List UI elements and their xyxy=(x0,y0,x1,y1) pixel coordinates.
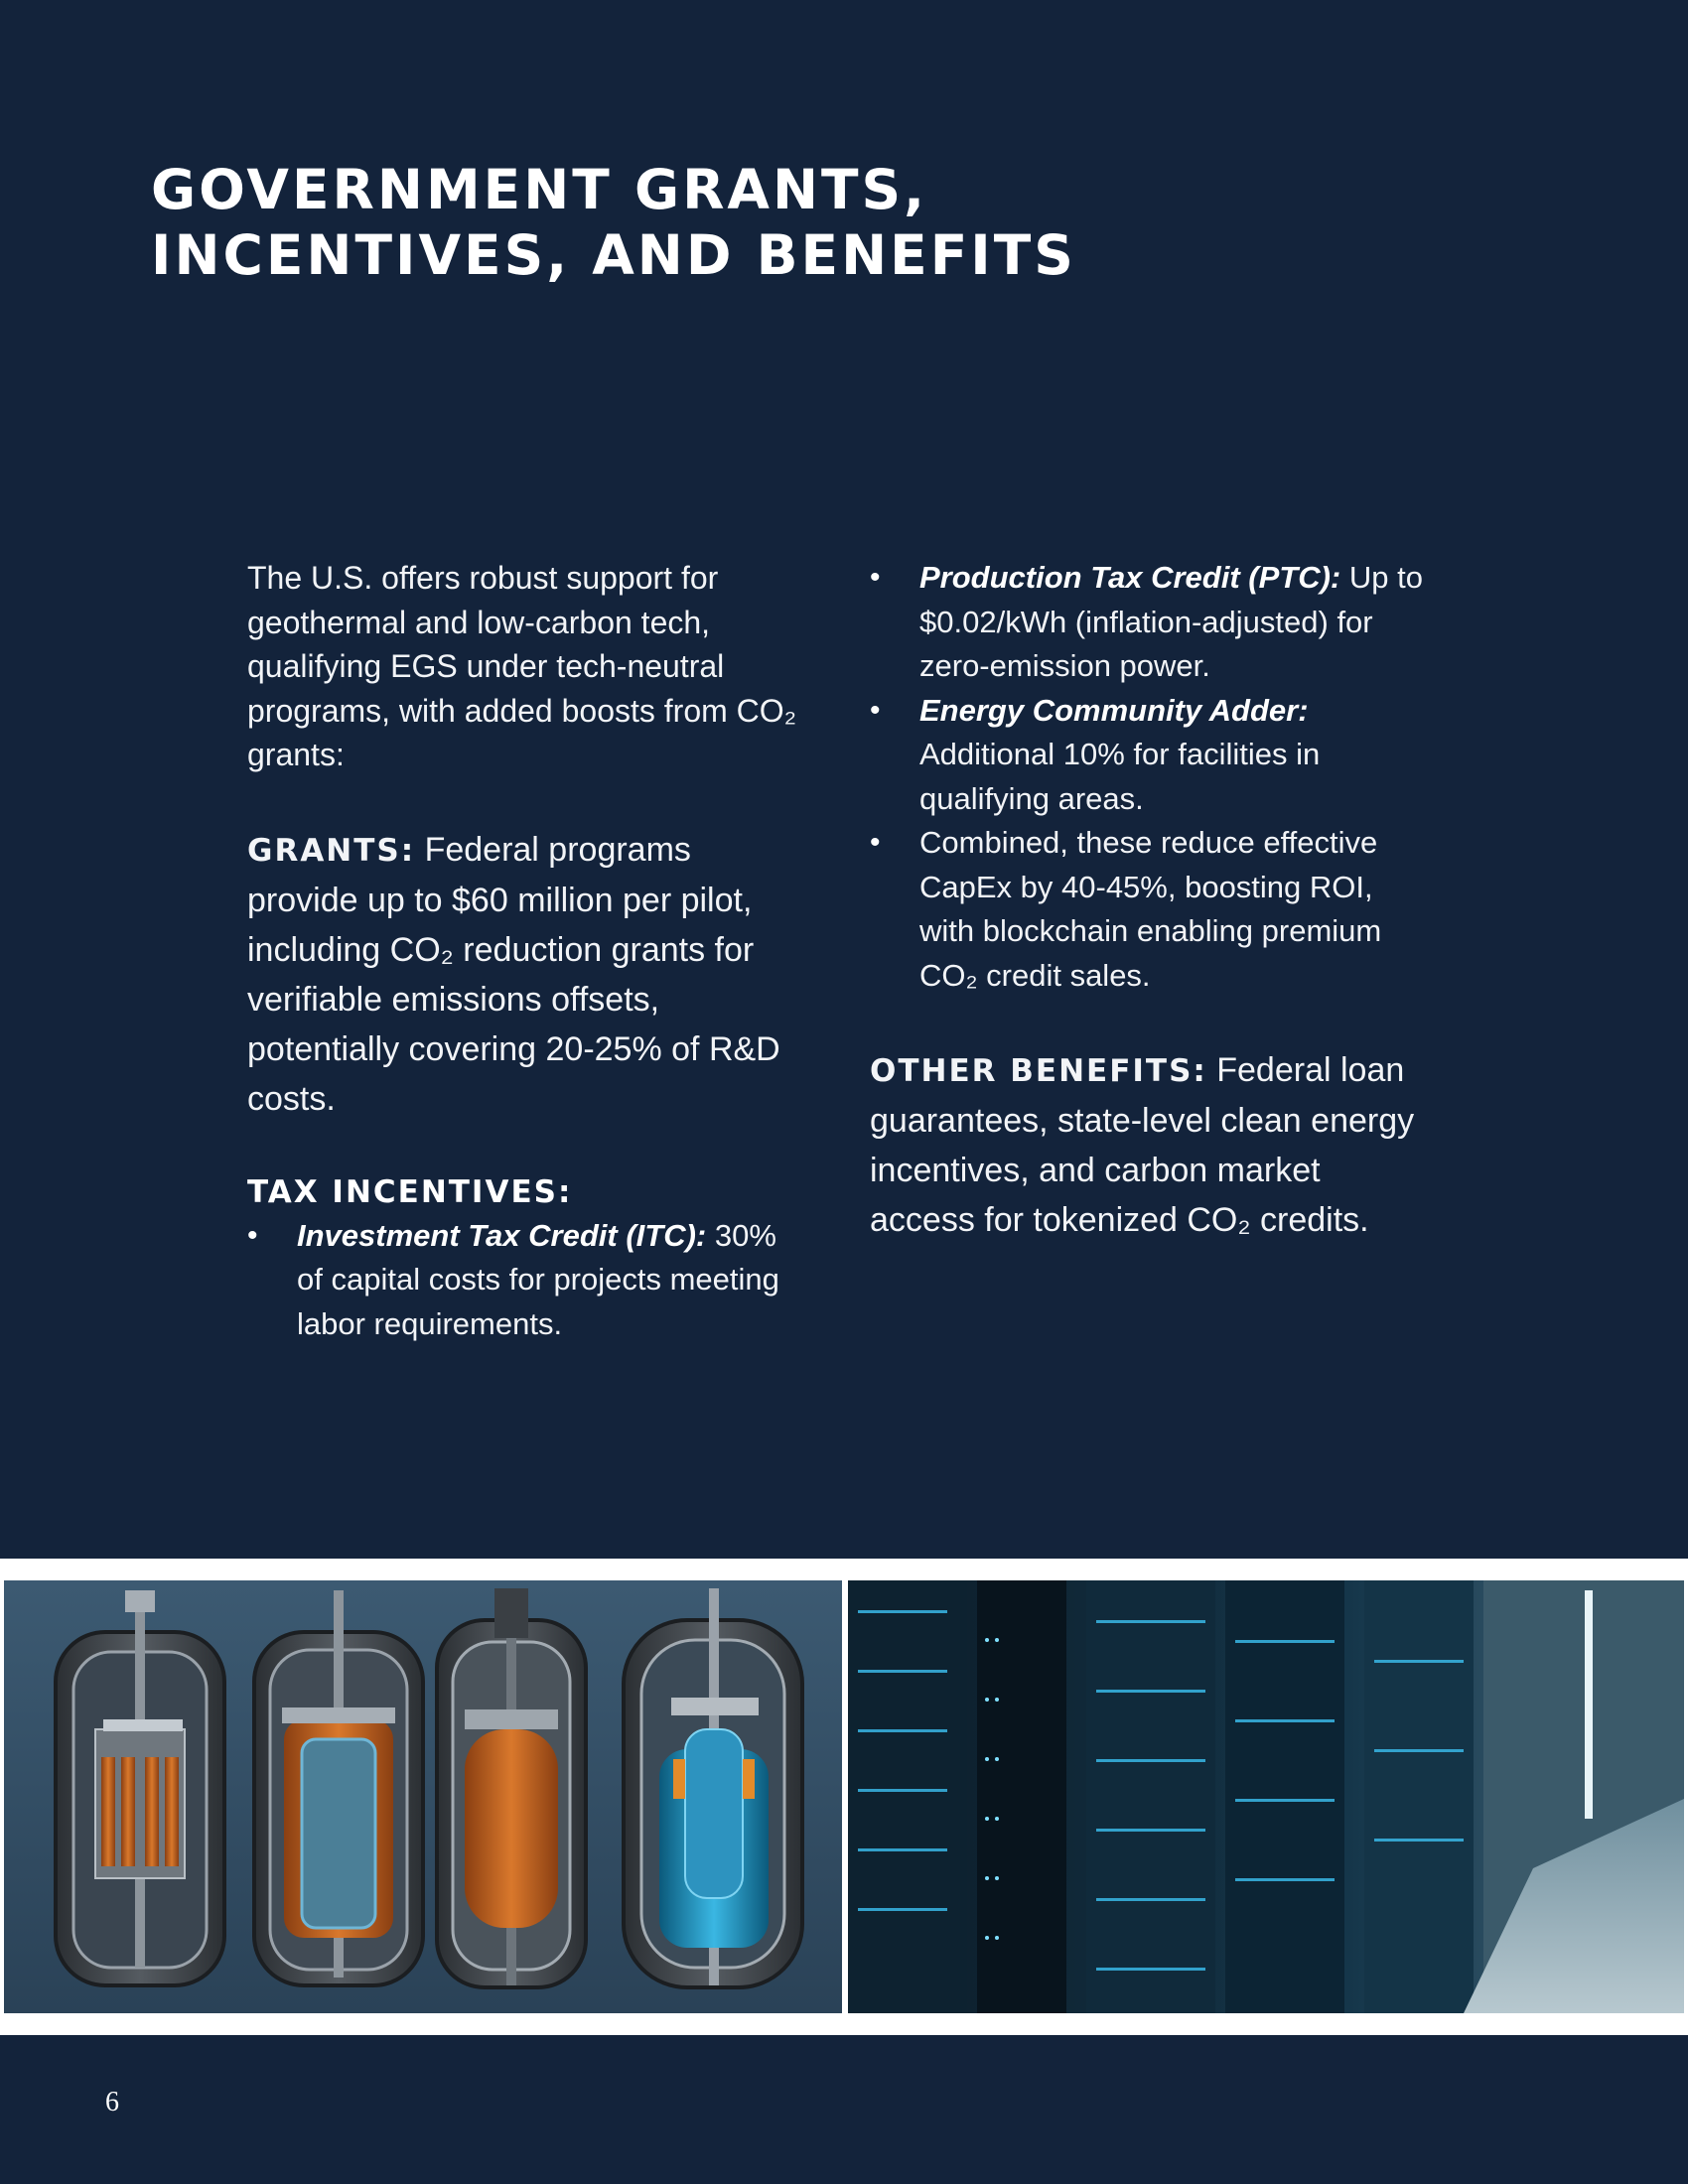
title-line-2: INCENTIVES, AND BENEFITS xyxy=(151,223,1076,287)
right-column xyxy=(870,556,1426,1245)
list-item-combined xyxy=(870,821,1426,998)
ptc-text: Up to $0.02/kWh (inflation-adjusted) for zero-emission power. xyxy=(919,560,1423,683)
tax-incentives-list-left xyxy=(247,1214,803,1347)
intro-paragraph: The U.S. offers robust support for geothermal and low-carbon tech, qualifying EGS under tech-neutral programs, with added boosts from CO₂ grants: xyxy=(247,560,797,772)
combined-text: Combined, these reduce effective CapEx by 40-45%, boosting ROI, with blockchain enabling premium CO₂ credit sales. xyxy=(919,825,1382,993)
grants-paragraph xyxy=(247,825,803,1124)
list-item-energy-community-adder xyxy=(870,689,1426,822)
other-benefits-label: OTHER BENEFITS: xyxy=(870,1053,1207,1089)
photo-strip xyxy=(0,1559,1688,2035)
page-title xyxy=(151,157,1076,288)
itc-term: Investment Tax Credit (ITC): xyxy=(297,1217,707,1253)
list-item-ptc xyxy=(870,556,1426,689)
data-center-photo xyxy=(848,1580,1684,2013)
left-column xyxy=(247,556,803,1346)
tax-incentives-list-right xyxy=(870,556,1426,998)
title-line-1: GOVERNMENT GRANTS, xyxy=(151,158,928,221)
other-benefits-text: Federal loan guarantees, state-level clean energy incentives, and carbon market access for tokenized CO₂ credits. xyxy=(870,1051,1415,1239)
adder-term: Energy Community Adder: xyxy=(919,692,1309,728)
ptc-term: Production Tax Credit (PTC): xyxy=(919,560,1341,595)
reactor-cutaway-illustration xyxy=(4,1580,842,2013)
list-item-itc xyxy=(247,1214,803,1347)
grants-label: GRANTS: xyxy=(247,832,416,869)
grants-text: Federal programs provide up to $60 million per pilot, including CO₂ reduction grants for verifiable emissions offsets, potentially covering 20-25% of R&D costs. xyxy=(247,830,780,1118)
other-benefits-paragraph xyxy=(870,1045,1426,1245)
adder-text: Additional 10% for facilities in qualifying areas. xyxy=(919,737,1321,816)
tax-incentives-heading: TAX INCENTIVES: xyxy=(247,1173,573,1210)
page-number: 6 xyxy=(105,2087,119,2117)
itc-text: 30% of capital costs for projects meeting labor requirements. xyxy=(297,1217,779,1341)
